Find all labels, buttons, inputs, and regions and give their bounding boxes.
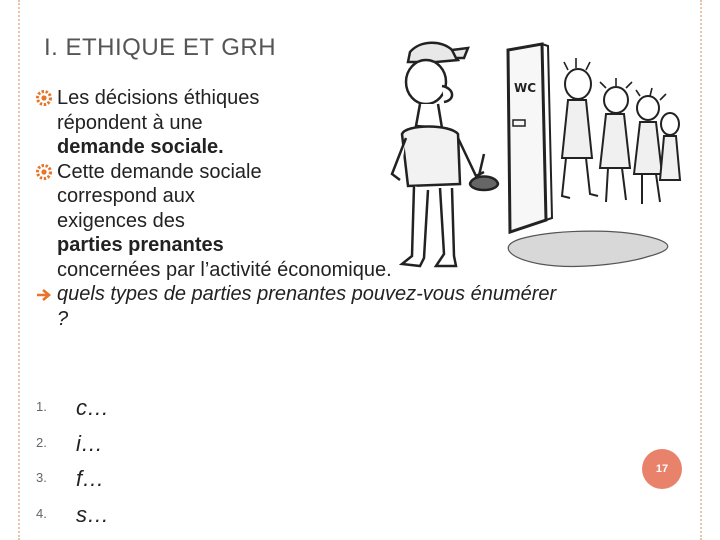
bullet-text-line: Cette demande sociale <box>57 160 262 183</box>
question-text: quels types de parties prenantes pouvez-vous énumérer <box>57 283 557 305</box>
bullet-text-line: Les décisions éthiques <box>57 87 260 109</box>
question-item <box>36 282 676 331</box>
bullet-text-emphasis: parties prenantes <box>57 234 224 256</box>
arrow-right-icon <box>36 287 52 303</box>
slide-number-badge: 17 <box>642 449 682 489</box>
list-text: c… <box>76 395 109 420</box>
list-number: 1. <box>36 399 47 414</box>
bullet-text-line: concernées par l’activité économique. <box>57 258 392 281</box>
list-text: i… <box>76 430 103 456</box>
bullet-list <box>36 86 676 331</box>
bullet-text-line: correspond aux <box>57 185 195 207</box>
right-border <box>700 0 702 540</box>
bullet-text-line: répondent à une <box>57 111 203 134</box>
left-border <box>18 0 20 540</box>
door-sign: WC <box>514 81 537 95</box>
list-number: 2. <box>36 434 47 450</box>
gear-bullet-icon <box>36 164 52 180</box>
list-number: 3. <box>36 470 47 485</box>
bullet-text-line: exigences des <box>57 209 185 232</box>
list-text: s… <box>76 501 109 527</box>
bullet-item <box>36 160 676 283</box>
gear-bullet-icon <box>36 90 52 106</box>
question-mark: ? <box>57 307 69 330</box>
bullet-item <box>36 86 676 160</box>
bullet-text-emphasis: demande sociale. <box>57 136 224 158</box>
list-number: 4. <box>36 505 47 521</box>
slide-title: I. ETHIQUE ET GRH <box>44 34 277 61</box>
list-text: f… <box>76 466 105 491</box>
